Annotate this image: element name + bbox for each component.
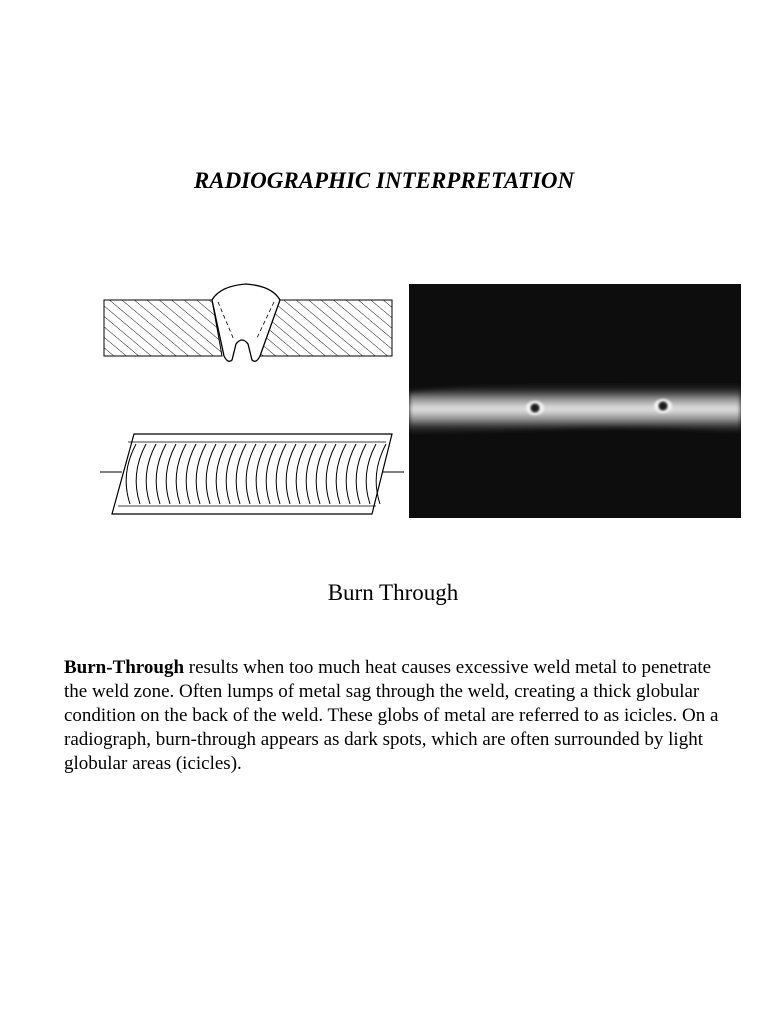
weld-cross-section-diagram <box>100 282 400 368</box>
plate-outline <box>112 434 392 514</box>
burn-through-spot <box>659 402 668 411</box>
left-plate <box>104 300 222 356</box>
weld-bead-image <box>409 382 741 436</box>
body-paragraph <box>64 656 724 776</box>
right-plate <box>260 300 392 356</box>
radiograph-image <box>409 284 741 518</box>
burn-through-spot <box>531 404 540 413</box>
paragraph-text: results when too much heat causes excessive weld metal to penetrate the weld zone. Often lumps of metal sag through the weld, creating a thick globular condition on the back of the weld. These globs of metal are referred to as icicles. On a radiograph, burn-through appears as dark spots, which are often surrounded by light globular areas (icicles). <box>64 657 719 774</box>
defined-term: Burn-Through <box>64 657 185 678</box>
weld-top-view-diagram <box>100 428 405 520</box>
page-title: RADIOGRAPHIC INTERPRETATION <box>193 168 575 193</box>
figure-caption: Burn Through <box>327 580 459 605</box>
